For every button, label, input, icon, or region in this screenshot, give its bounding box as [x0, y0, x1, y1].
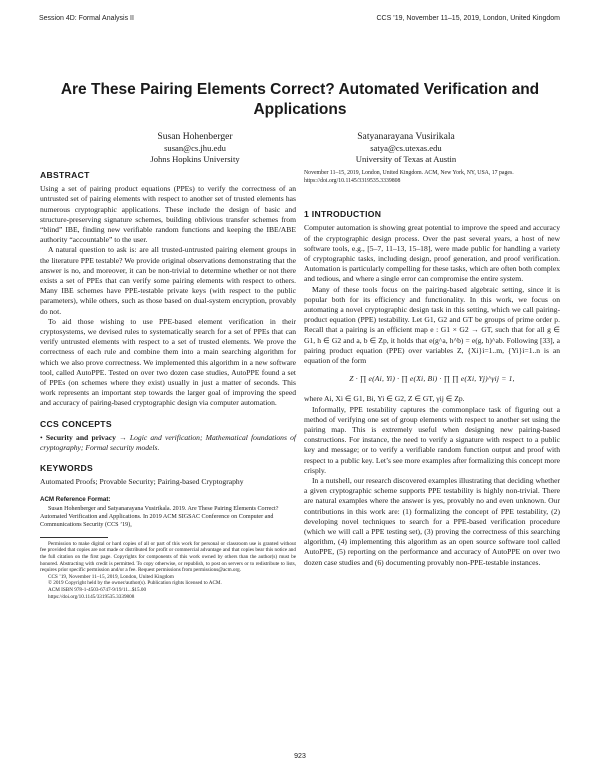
running-header-left: Session 4D: Formal Analysis II — [39, 15, 134, 22]
author-block — [301, 130, 511, 165]
abstract-paragraph: A natural question to ask is: are all trusted-untrusted pairing element groups in the literature PPE testable? We provide original observations demonstrating that the answer is no, and moreover, it can be non-trivial to determine whether or not there exists a set of PPEs that can verify some pairing elements with respect to others. Many IBE schemes have PPE-testable private keys (with respect to the public parameters), while others, such as those based on dual-system encryption, provably do not. — [40, 245, 296, 316]
author-affiliation: University of Texas at Austin — [355, 154, 457, 164]
abstract-paragraph: Using a set of pairing product equations (PPEs) to verify the correctness of an untrusted set of pairing elements with respect to another set of trusted elements has numerous cryptographic applications. These include the design of basic and structure-preserving signature schemes, building oblivious transfer schemes from “blind” IBE, finding new verifiable random functions and keeping the IBE/ABE authority “accountable” to the user. — [40, 184, 296, 245]
intro-paragraph: In a nutshell, our research discovered examples illustrating that deciding whether a given cryptographic scheme supports PPE testability is highly non-trivial. There are natural examples where the answer is yes, provably no and even unknown. Our contributions in this work are: (1) formalizing the concept of PPE testability, (2) developing novel techniques to search for a PPE-based verification procedure (which we will call a PPE testing set), (3) proving the correctness of this searching algorithm, (4) implementing this algorithm as an open source software tool called AutoPPE, (5) reporting on the performance and accuracy of AutoPPE on over two dozen case studies and (6) documenting provably non-PPE-testable instances. — [304, 476, 560, 567]
ccs-bullet: • — [40, 432, 43, 442]
running-header-right: CCS ’19, November 11–15, 2019, London, United Kingdom — [376, 15, 560, 22]
intro-paragraph: Many of these tools focus on the pairing-based algebraic setting, since it is popular both for its efficiency and functionality. In this work, we focus on automating a novel cryptographic design task in this setting, which we call pairing-product equation (PPE) testability. Let G1, G2 and GT be groups of prime order p. Recall that a pairing is an efficient map e : G1 × G2 → GT, such that for all g ∈ G1, h ∈ G2 and a, b ∈ Zp, it holds that e(g^a, h^b) = e(g, h)^ab. Following [33], a pairing product equation (PPE) over variables Z, {Xi}i=1..m, {Yi}i=1..n is an equation of the form — [304, 284, 560, 366]
acm-reference-heading: ACM Reference Format: — [40, 495, 111, 503]
pairing-product-equation: Z · ∏ e(Ai, Yi) · ∏ e(Xi, Bi) · ∏ ∏ e(Xi, Yj)^γij = 1, — [349, 374, 515, 384]
abstract-heading: ABSTRACT — [40, 170, 90, 180]
abstract-paragraph: To aid those wishing to use PPE-based element verification in their cryptosystems, we devised rules to systematically search for a set of PPEs that can verify untrusted elements with respect to a set of trusted elements. We prove the correctness of each rule and combine them into a main searching algorithm for which we also prove correctness. We implemented this algorithm in a new software tool, called AutoPPE. Tested on over two dozen case studies, AutoPPE found a set of PPEs (on schemes where they exist) usually in just a matter of seconds. This work represents an important step towards the larger goal of improving the speed and accuracy of pairing-based cryptographic design via computer automation. — [40, 316, 296, 408]
permission-notice: Permission to make digital or hard copies of all or part of this work for personal or classroom use is granted without fee provided that copies are not made or distributed for profit or commercial advantage and that copies bear this notice and the full citation on the first page. Copyrights for components of this work owned by others than the author(s) must be honored. Abstracting with credit is permitted. To copy otherwise, or republish, to post on servers or to redistribute to lists, requires prior specific permission and/or a fee. Request permissions from permissions@acm.org. — [40, 540, 296, 574]
intro-paragraph: Computer automation is showing great potential to improve the speed and accuracy of the cryptographic design process. Over the past several years, a host of new software tools, e.g., [5–7, 11–13, 15–18], were made public for handling a variety of cryptographic tasks, including design, proof generation, and proof verification. Automation is particularly compelling for these tasks, which are often both complex and tedious, and where a single error can compromise the entire system. — [304, 223, 561, 284]
ccs-concept-rest: Logic and verification; Mathematical foundations of cryptography; Formal security models. — [40, 432, 296, 453]
page-number: 923 — [294, 753, 306, 760]
ccs-concept-bold: Security and privacy — [45, 432, 116, 442]
author-name: Susan Hohenberger — [157, 131, 233, 142]
author-email: satya@cs.utexas.edu — [370, 143, 442, 153]
copyright-line: © 2019 Copyright held by the owner/author(s). Publication rights licensed to ACM. — [48, 580, 222, 587]
author-email: susan@cs.jhu.edu — [164, 143, 226, 153]
doi-link[interactable]: https://doi.org/10.1145/3319535.3339808 — [48, 593, 135, 600]
acm-reference-text: Susan Hohenberger and Satyanarayana Vusirikala. 2019. Are These Pairing Elements Correct? Automated Verification and Applications. In 2019 ACM SIGSAC Conference on Computer and Communications Security (CCS ’19), — [40, 505, 279, 528]
ccs-arrow: → — [119, 432, 127, 442]
author-name: Satyanarayana Vusirikala — [357, 131, 455, 142]
paper-title: Are These Pairing Elements Correct? Automated Verification and Applications — [60, 81, 540, 118]
author-affiliation: Johns Hopkins University — [150, 154, 240, 164]
intro-paragraph: Informally, PPE testability captures the commonplace task of figuring out a method of verifying one set of group elements with respect to another set using the pairing map. This is extremely useful when designing new pairing-based constructions. For instance, the need to verify a signature with respect to a public key and message; or to verify a verifiable random function output and proof with respect to a public key. Let’s see more examples after formalizing this concept more crisply. — [304, 404, 560, 475]
introduction-heading: 1 INTRODUCTION — [304, 209, 382, 220]
right-column — [304, 170, 560, 568]
author-block — [90, 130, 300, 165]
ccs-concepts-text — [40, 433, 296, 453]
keywords-text: Automated Proofs; Provable Security; Pairing-based Cryptography — [40, 477, 244, 487]
ccs-concepts-heading: CCS CONCEPTS — [40, 418, 112, 429]
footnote-divider — [40, 537, 108, 538]
keywords-heading: KEYWORDS — [40, 463, 94, 474]
permission-venue: CCS ’19, November 11–15, 2019, London, United Kingdom — [48, 573, 174, 580]
isbn-line: ACM ISBN 978-1-4503-6747-9/19/11...$15.00 — [48, 587, 147, 594]
left-column — [40, 170, 296, 600]
intro-paragraph: where Ai, Xi ∈ G1, Bi, Yi ∈ G2, Z ∈ GT, γij ∈ Zp. — [304, 394, 465, 404]
publication-info: November 11–15, 2019, London, United Kingdom. ACM, New York, NY, USA, 17 pages. https://doi.org/10.1145/3319535.3339808 — [304, 170, 514, 184]
